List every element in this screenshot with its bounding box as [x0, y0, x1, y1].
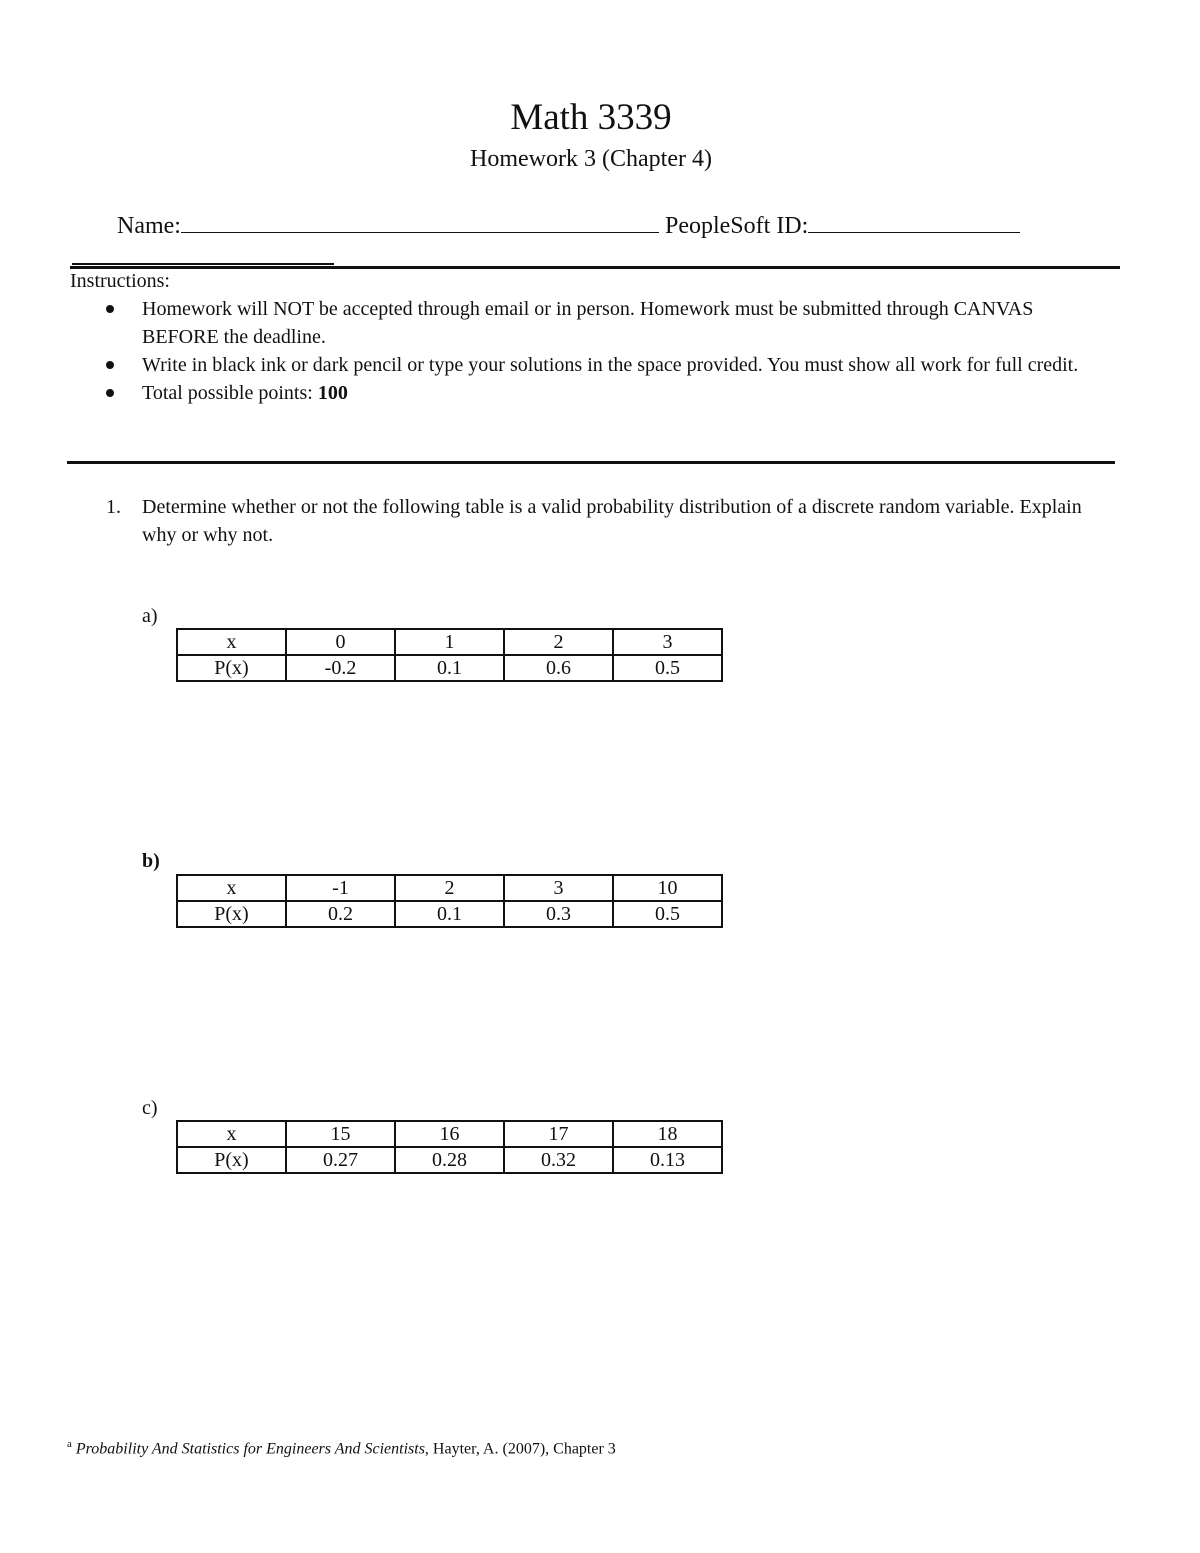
table-cell: -1 — [286, 875, 395, 901]
table-cell: 2 — [395, 875, 504, 901]
question-number: 1. — [106, 496, 121, 518]
part-b-table — [176, 874, 723, 928]
table-cell: 0.2 — [286, 901, 395, 927]
instruction-item — [104, 351, 1104, 379]
table-cell: 15 — [286, 1121, 395, 1147]
table-row — [177, 875, 722, 901]
page-subtitle: Homework 3 (Chapter 4) — [470, 146, 712, 172]
table-cell: 3 — [504, 875, 613, 901]
table-row — [177, 1147, 722, 1173]
table-row — [177, 655, 722, 681]
part-a-table — [176, 628, 723, 682]
table-cell: 17 — [504, 1121, 613, 1147]
table-cell: P(x) — [177, 901, 286, 927]
table-row — [177, 1121, 722, 1147]
table-cell: 0.28 — [395, 1147, 504, 1173]
footnote-book-title: Probability And Statistics for Engineers And Scientists — [75, 1440, 425, 1458]
table-cell: x — [177, 1121, 286, 1147]
bullet-icon — [106, 361, 114, 369]
table-cell: 0.3 — [504, 901, 613, 927]
table-cell: 0.5 — [613, 655, 722, 681]
part-b-label: b) — [142, 850, 160, 872]
table-cell: P(x) — [177, 1147, 286, 1173]
table-cell: 0.13 — [613, 1147, 722, 1173]
table-row — [177, 901, 722, 927]
table-cell: 0.27 — [286, 1147, 395, 1173]
table-cell: 18 — [613, 1121, 722, 1147]
part-c-table — [176, 1120, 723, 1174]
table-row — [177, 629, 722, 655]
bottom-divider — [67, 461, 1115, 464]
total-points-value: 100 — [317, 382, 348, 404]
instruction-item — [104, 379, 1104, 407]
instruction-item — [104, 295, 1104, 351]
table-cell: -0.2 — [286, 655, 395, 681]
footnote-citation: , Hayter, A. (2007), Chapter 3 — [424, 1440, 616, 1458]
peoplesoft-id-label: PeopleSoft ID: — [664, 213, 809, 239]
table-cell: 0.1 — [395, 901, 504, 927]
table-cell: P(x) — [177, 655, 286, 681]
question-text: Determine whether or not the following table is a valid probability distribution of a discrete random variable. Explain why or why not. — [142, 496, 1082, 546]
table-cell: 0.6 — [504, 655, 613, 681]
part-c-label: c) — [142, 1097, 158, 1119]
instruction-text: Total possible points: — [142, 382, 318, 404]
bullet-icon — [106, 305, 114, 313]
name-id-row — [117, 208, 1020, 242]
table-cell: 0.1 — [395, 655, 504, 681]
peoplesoft-id-blank — [808, 208, 1020, 233]
name-blank — [181, 208, 659, 233]
table-cell: 0.32 — [504, 1147, 613, 1173]
table-cell: 1 — [395, 629, 504, 655]
footnote-mark: a — [67, 1438, 72, 1450]
table-cell: 10 — [613, 875, 722, 901]
table-cell: 0 — [286, 629, 395, 655]
name-underline-extension — [72, 263, 334, 265]
name-label: Name: — [117, 213, 181, 239]
table-cell: x — [177, 629, 286, 655]
table-cell: 16 — [395, 1121, 504, 1147]
part-a-label: a) — [142, 605, 158, 627]
table-cell: x — [177, 875, 286, 901]
instruction-text: Write in black ink or dark pencil or type your solutions in the space provided. You must show all work for full credit. — [142, 354, 1079, 376]
table-cell: 2 — [504, 629, 613, 655]
instructions-heading: Instructions: — [70, 270, 170, 292]
instructions-list — [104, 295, 1104, 407]
table-cell: 3 — [613, 629, 722, 655]
page-title: Math 3339 — [510, 97, 672, 138]
instruction-text: Homework will NOT be accepted through email or in person. Homework must be submitted through CANVAS BEFORE the deadline. — [142, 298, 1034, 348]
bullet-icon — [106, 389, 114, 397]
top-divider — [70, 266, 1120, 269]
footnote — [67, 1433, 616, 1460]
table-cell: 0.5 — [613, 901, 722, 927]
